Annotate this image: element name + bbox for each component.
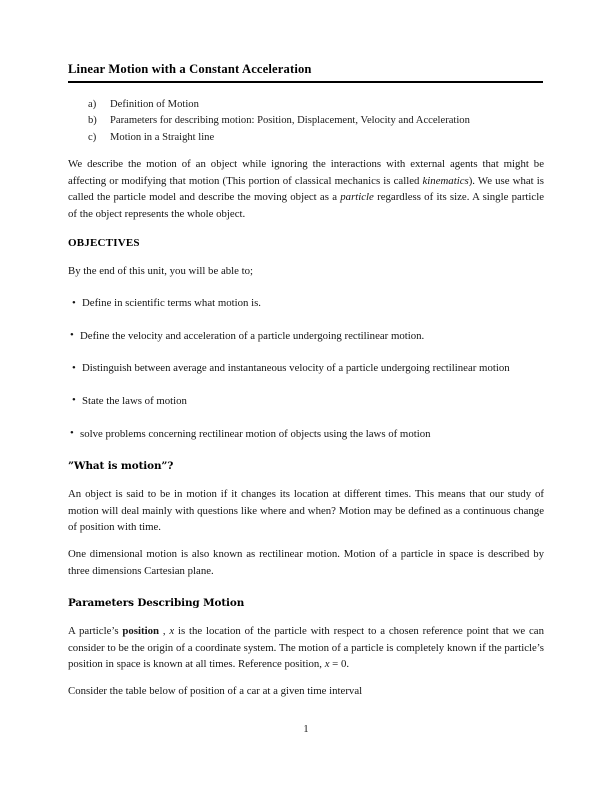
list-item — [68, 113, 544, 129]
parameters-heading: Parameters Describing Motion — [68, 597, 245, 610]
what-is-motion-paragraph-1: An object is said to be in motion if it changes its location at different times. This means that our study of motion will deal mainly with questions like where and when? Motion may be defined as a continuous change of position with time. — [68, 488, 544, 534]
list-marker: b) — [88, 115, 97, 127]
parameters-term-position: position — [122, 625, 160, 638]
intro-text-part1: We describe the motion of an object while ignoring the interactions with external agents that might be affecting or modifying that motion (This portion of classical mechanics is called — [68, 158, 544, 187]
bullet-icon: • — [70, 427, 74, 440]
what-is-motion-heading: ”What is motion”? — [68, 460, 174, 473]
list-item — [68, 97, 544, 113]
outline-list — [68, 97, 544, 146]
list-item-label: Parameters for describing motion: Position, Displacement, Velocity and Acceleration — [110, 115, 470, 127]
list-item-label: Define the velocity and acceleration of a particle undergoing rectilinear motion. — [80, 329, 425, 342]
objectives-list — [68, 295, 544, 442]
intro-text-part2: ). We use what is called the particle model and describe the moving object as a — [68, 174, 544, 204]
page-title: Linear Motion with a Constant Acceleration — [68, 62, 312, 76]
intro-text-part3: regardless of its size. A single particle of the object represents the whole object. — [68, 191, 545, 220]
list-item — [68, 393, 544, 410]
what-is-motion-paragraph-2: One dimensional motion is also known as rectilinear motion. Motion of a particle in space is described by three dimensions Cartesian plane. — [68, 547, 544, 577]
list-item-label: Distinguish between average and instantaneous velocity of a particle undergoing rectilinear motion — [82, 362, 510, 375]
list-item — [68, 328, 544, 345]
list-item-label: State the laws of motion — [82, 394, 187, 407]
bullet-icon: • — [70, 329, 74, 342]
math-equation-reference-position: = 0. — [329, 658, 350, 671]
list-marker: c) — [88, 131, 97, 143]
title-divider — [68, 81, 543, 83]
parameters-paragraph-1 — [68, 623, 544, 673]
bullet-icon: • — [72, 296, 76, 309]
objectives-lead-text: By the end of this unit, you will be able to; — [68, 264, 254, 277]
parameters-paragraph-2: Consider the table below of position of a car at a given time interval — [68, 684, 363, 697]
intro-emphasis-kinematics: kinematics — [422, 174, 469, 187]
intro-paragraph — [68, 156, 544, 222]
list-item — [68, 130, 544, 146]
bullet-icon: • — [72, 394, 76, 407]
parameters-text-part2: is the location of the particle with respect to a chosen reference point that we can consider to be the origin of a coordinate system. The motion of a particle is completely known if the particle’s position in space is known at all times. Reference position, — [68, 625, 544, 671]
list-item — [68, 295, 544, 312]
objectives-heading: OBJECTIVES — [68, 236, 140, 249]
list-item — [68, 426, 544, 443]
list-item — [68, 360, 544, 377]
list-item-label: solve problems concerning rectilinear motion of objects using the laws of motion — [80, 427, 431, 440]
math-variable-x: x — [169, 625, 175, 638]
parameters-text-comma: , — [159, 625, 170, 638]
intro-emphasis-particle: particle — [340, 191, 374, 204]
parameters-text-part1: A particle’s — [68, 625, 123, 638]
list-item-label: Definition of Motion — [110, 99, 199, 110]
list-item-label: Motion in a Straight line — [110, 131, 215, 143]
list-marker: a) — [88, 99, 97, 110]
math-variable-x-reference: x — [324, 658, 330, 671]
bullet-icon: • — [72, 361, 76, 374]
page-content — [68, 62, 544, 710]
list-item-label: Define in scientific terms what motion is. — [82, 297, 262, 310]
page-number: 1 — [303, 724, 309, 735]
